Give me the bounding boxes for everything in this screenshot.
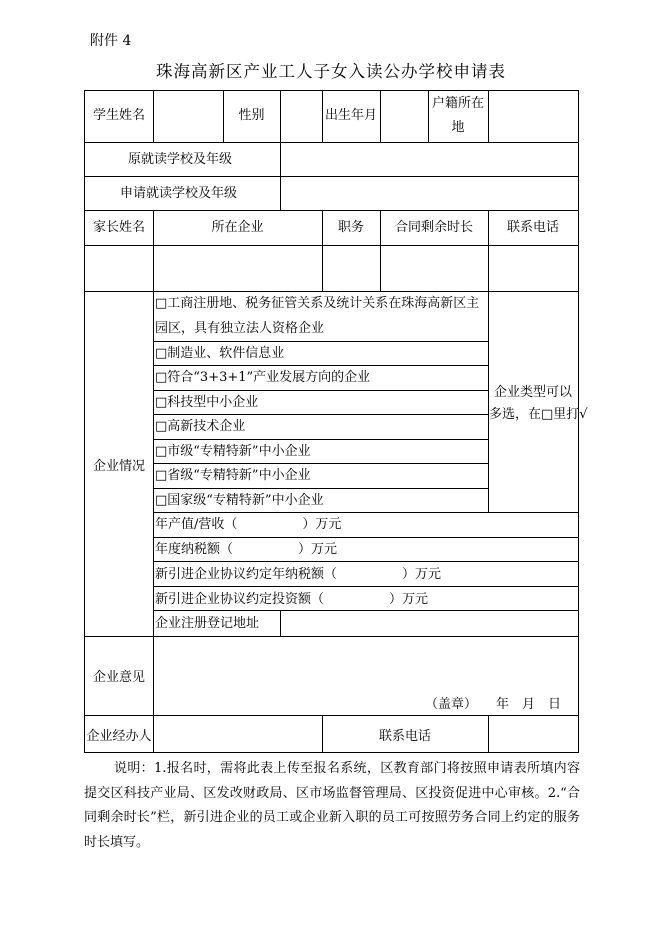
new-enterprise-investment-field[interactable]: 新引进企业协议约定投资额（ ）万元 <box>155 592 429 607</box>
company-field[interactable] <box>154 249 322 289</box>
type-checkbox-registered-cont: 园区，具有独立法人资格企业 <box>155 321 325 336</box>
annual-tax-field[interactable]: 年度纳税额（ ）万元 <box>155 542 338 557</box>
household-label-line2: 地 <box>451 120 465 135</box>
type-checkbox-331[interactable]: □符合“3+3+1”产业发展方向的企业 <box>155 370 371 385</box>
phone-field[interactable] <box>489 249 578 289</box>
type-side-note-line1: 企业类型可以 <box>494 385 573 400</box>
type-checkbox-registered[interactable]: □工商注册地、税务征管关系及统计关系在珠海高新区主 <box>155 296 480 311</box>
household-field[interactable] <box>489 100 578 132</box>
type-checkbox-provincial[interactable]: □省级“专精特新”中小企业 <box>155 468 311 483</box>
phone-header: 联系电话 <box>506 220 559 235</box>
apply-school-label: 申请就读学校及年级 <box>120 186 238 201</box>
handler-label: 企业经办人 <box>86 729 152 744</box>
type-checkbox-tech-sme[interactable]: □科技型中小企业 <box>155 395 259 410</box>
registered-address-field[interactable] <box>281 612 578 634</box>
handler-field[interactable] <box>154 718 322 750</box>
position-field[interactable] <box>323 249 380 289</box>
student-name-field[interactable] <box>154 100 223 132</box>
type-checkbox-manufacturing[interactable]: □制造业、软件信息业 <box>155 346 285 361</box>
student-name-label: 学生姓名 <box>92 108 145 123</box>
enterprise-opinion-label: 企业意见 <box>92 670 145 685</box>
company-header: 所在企业 <box>211 220 264 235</box>
apply-school-field[interactable] <box>281 180 578 208</box>
parent-name-field[interactable] <box>85 249 153 289</box>
new-enterprise-tax-field[interactable]: 新引进企业协议约定年纳税额（ ）万元 <box>155 567 442 582</box>
type-checkbox-high-tech[interactable]: □高新技术企业 <box>155 419 246 434</box>
parent-name-header: 家长姓名 <box>92 220 145 235</box>
type-checkbox-municipal[interactable]: □市级“专精特新”中小企业 <box>155 444 311 459</box>
household-label-line1: 户籍所在 <box>431 96 484 111</box>
registered-address-label: 企业注册登记地址 <box>155 616 260 631</box>
attachment-label: 附件 4 <box>90 33 132 49</box>
date-label: 年 月 日 <box>496 697 562 712</box>
type-side-note-line2: 多选，在□里打√ <box>489 407 588 422</box>
form-title: 珠海高新区产业工人子女入读公办学校申请表 <box>156 62 506 81</box>
birth-date-label: 出生年月 <box>324 108 377 123</box>
type-checkbox-national[interactable]: □国家级“专精特新”中小企业 <box>155 493 324 508</box>
contract-remaining-header: 合同剩余时长 <box>394 220 473 235</box>
handler-phone-field[interactable] <box>489 718 578 750</box>
annual-revenue-field[interactable]: 年产值/营收（ ）万元 <box>155 517 342 532</box>
gender-field[interactable] <box>281 100 322 132</box>
enterprise-opinion-field[interactable] <box>154 640 578 690</box>
instructions-note: 说明：1.报名时，需将此表上传至报名系统，区教育部门将按照申请表所填内容提交区科技产业局、区发改财政局、区市场监督管理局、区投资促进中心审核。2.“合同剩余时长”栏，新引进企业的员工或企业新入职的员工可按照劳务合同上约定的服务时长填写。 <box>84 761 580 850</box>
previous-school-label: 原就读学校及年级 <box>128 152 233 167</box>
enterprise-info-label: 企业情况 <box>92 459 145 474</box>
previous-school-field[interactable] <box>281 146 578 174</box>
gender-label: 性别 <box>238 108 265 123</box>
contract-remaining-field[interactable] <box>381 249 488 289</box>
position-header: 职务 <box>337 220 364 235</box>
birth-date-field[interactable] <box>381 100 428 132</box>
seal-label: （盖章） <box>425 697 478 712</box>
handler-phone-label: 联系电话 <box>378 729 431 744</box>
